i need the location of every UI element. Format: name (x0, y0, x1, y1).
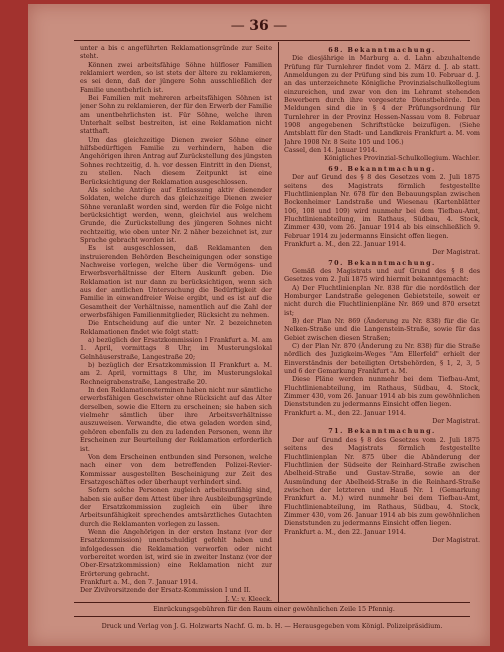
signature-line: Der Magistrat. (432, 248, 480, 257)
paragraph: Als solche Anträge auf Entlassung aktiv dienender Soldaten, welche durch das gleichzeitige Dienen zweier Söhne veranlaßt worden sind, werden für die Folge nicht berücksichtigt werden, wenn, gleichviel aus welchem Grunde, die Zurückstellung des jüngeren Sohnes nicht rechtzeitig, wie oben unter Nr. 2 näher bezeichnet ist, zur Sprache gebracht worden ist. (80, 185, 272, 244)
paragraph: A) Der Fluchtlinienplan Nr. 838 für die nordöstlich der Homburger Landstraße gelegenen Gebietsteile, soweit er nicht durch die Fluchtlinienpläne Nr. 869 und 870 ersetzt ist; (284, 283, 480, 317)
left-column (80, 44, 272, 602)
signature-line: J. V.: v. Kleeck. (225, 594, 272, 602)
paragraph: a) bezüglich der Ersatzkommission I Frankfurt a. M. am 1. April, vormittags 8 Uhr, im Musterungslokal Gelnhäuserstraße, Langestraße 20; (80, 336, 272, 361)
paragraph: Frankfurt a. M., den 22. Januar 1914. (284, 408, 406, 417)
signature-line: Der Magistrat. (432, 535, 480, 544)
notice-heading: 69. Bekanntmachung. (328, 164, 436, 173)
notice-heading: 68. Bekanntmachung. (328, 46, 436, 54)
footer-imprint: Druck und Verlag von J. G. Holzwarts Nachf. G. m. b. H. — Herausgegeben vom Königl. Polizeipräsidium. (101, 622, 443, 630)
paragraph: Sofern solche Personen zugleich arbeitsunfähig sind, haben sie außer dem Attest über ihre Ausbleibungsgründe der Ersatzkommission zugleich ein über ihre Arbeitsunfähigkeit sprechendes amtsärztliches Gutachten durch die Reklamanten vorlegen zu lassen. (80, 486, 272, 528)
paragraph: Der auf Grund des § 8 des Gesetzes vom 2. Juli 1875 seitens des Magistrats förmlich festgestellte Fluchtlinienplan Nr. 678 für den Bebauungsplan zwischen Bockenheimer Landstraße und Wiesenau (Kartenblätter 106, 108 und 109) wird nunmehr bei dem Tiefbau-Amt, Fluchtlinienabteilung, im Rathaus, Südbau, 4. Stock, Zimmer 430, vom 26. Januar 1914 ab bis einschließlich 9. Februar 1914 zu jedermanns Einsicht offen liegen. (284, 173, 480, 240)
signature-line: Königliches Provinzial-Schulkollegium. Wachler. (324, 154, 480, 163)
footer-rule-bottom (74, 616, 470, 617)
paragraph: Frankfurt a. M., den 22. Januar 1914. (284, 239, 406, 248)
page-number: — 36 — (230, 18, 288, 34)
paragraph: Es ist ausgeschlossen, daß Reklamanten den instruierenden Behörden Bescheinigungen oder sonstige Nachweise vorlegen, welche über die Vermögens- und Erwerbsverhältnisse der Eltern Auskunft geben. Die Reklamation ist nur dann zu berücksichtigen, wenn sich aus der amtlichen Untersuchung die Bedürftigkeit der Familie in einwandfreier Weise ergibt, und es ist auf die Gesamtheit der Verhältnisse, namentlich auf die Zahl der erwerbsfähigen Familienmitglieder, Rücksicht zu nehmen. (80, 244, 272, 319)
paragraph: B) der Plan Nr. 869 (Änderung zu Nr. 838) für die Gr. Nelken-Straße und die Langenstein-Straße, sowie für das Gebiet zwischen diesen Straßen; (284, 317, 480, 342)
footer-note: Einrückungsgebühren für den Raum einer gewöhnlichen Zeile 15 Pfennig. (153, 605, 395, 613)
paragraph: C) der Plan Nr. 870 (Änderung zu Nr. 838) für die Straße nördlich des Juzigkeim-Weges "Am Ellerfeld" erhielt der Einverständnis der beteiligten Ortsbehörden, § 1, 2, 3, 5 und 6 der Gemarkung Frankfurt a. M. (284, 342, 480, 376)
document-page (28, 4, 490, 646)
paragraph: Diese Pläne werden nunmehr bei dem Tiefbau-Amt, Fluchtlinienabteilung, im Rathaus, Südbau, 4. Stock, Zimmer 430, vom 26. Januar 1914 ab bis zum gewöhnlichen Dienststunden zu jedermanns Einsicht offen liegen. (284, 375, 480, 409)
paragraph: b) bezüglich der Ersatzkommission II Frankfurt a. M. am 2. April, vormittags 8 Uhr, im Musterungslokal Rechneigrabenstraße, Langestraße 20. (80, 361, 272, 386)
page-number-value: 36 (249, 18, 269, 34)
paragraph: Können zwei arbeitsfähige Söhne hülfloser Familien reklamiert werden, so ist stets der ältere zu reklamieren, es sei denn, daß der jüngere Sohn ausschließlich der Familie unentbehrlich ist. (80, 60, 272, 94)
paragraph: Von dem Erscheinen entbunden sind Personen, welche nach einer von dem betreffenden Polizei-Revier-Kommissar ausgestellten Bescheinigung zur Zeit des Ersatzgeschäftes oder überhaupt verhindert sind. (80, 452, 272, 486)
signature-line: Der Magistrat. (432, 417, 480, 426)
paragraph: Um das gleichzeitige Dienen zweier Söhne einer hilfsbedürftigen Familie zu verhindern, haben die Angehörigen ihren Antrag auf Zurückstellung des jüngsten Sohnes rechtzeitig, d. h. vor dessen Eintritt in den Dienst, zu stellen. Nach diesem Zeitpunkt ist eine Berücksichtigung der Reklamation ausgeschlossen. (80, 135, 272, 186)
paragraph: Wenn die Angehörigen in der ersten Instanz (vor der Ersatzkommission) unentschuldigt gefehlt haben und infolgedessen die Reklamation verworfen oder nicht vorbereitet worden ist, wird sie in zweiter Instanz (vor der Ober-Ersatzkommission) eine Reklamation nicht zur Erörterung gebracht. (80, 527, 272, 578)
footer-rule-top (74, 602, 470, 603)
column-divider (278, 42, 279, 602)
notice-heading: 71. Bekanntmachung. (328, 427, 436, 436)
paragraph: Der Zivilvorsitzende der Ersatz-Kommission I und II. (80, 586, 251, 595)
right-column (284, 44, 480, 602)
notice-heading: 70. Bekanntmachung. (328, 258, 436, 267)
paragraph: Cassel, den 14. Januar 1914. (284, 146, 378, 155)
paragraph: Frankfurt a. M., den 22. Januar 1914. (284, 527, 406, 536)
paragraph: Gemäß des Magistrats und auf Grund des § 8 des Gesetzes vom 2. Juli 1875 wird hiermit bekanntgemacht: (284, 266, 480, 284)
paragraph: In den Reklamationsterminen haben nicht nur sämtliche erwerbsfähigen Geschwister ohne Rücksicht auf das Alter derselben, sowie die Eltern zu erscheinen; sie haben sich vielmehr sämtlich über ihre Arbeitsverhältnisse auszuweisen. Verwandte, die etwa geladen worden sind, gehören ebenfalls zu den zu ladenden Personen, wenn ihr Erscheinen zur Beurteilung der Reklamation erforderlich ist. (80, 386, 272, 453)
paragraph: Frankfurt a. M., den 7. Januar 1914. (80, 578, 198, 586)
paragraph: Der auf Grund des § 8 des Gesetzes vom 2. Juli 1875 seitens des Magistrats förmlich festgestellte Fluchtlinienplan Nr. 875 über die Abänderung der Fluchtlinien der Südseite der Reinhard-Straße zwischen Abelheid-Straße und Gustav-Straße, sowie an der Ausmündung der Abelheid-Straße in die Reinhard-Straße zwischen der letzteren und Hauß Nr. 1 (Gemarkung Frankfurt a. M.) wird nunmehr bei dem Tiefbau-Amt, Fluchtlinienabteilung, im Rathaus, Südbau, 4. Stock, Zimmer 430, vom 26. Januar 1914 ab bis zum gewöhnlichen Dienststunden zu jedermanns Einsicht offen liegen. (284, 435, 480, 528)
paragraph: Die Entscheidung auf die unter Nr. 2 bezeichneten Reklamationen findet wie folgt statt: (80, 319, 272, 336)
paragraph: Die diesjährige in Marburg a. d. Lahn abzuhaltende Prüfung für Turnlehrer findet vom 2. März d. J. ab statt. Anmeldungen zu der Prüfung sind bis zum 10. Februar d. J. an das unterzeichnete Königliche Provinzialschulkollegium einzureichen, und zwar von den im Lehramt stehenden Bewerbern durch ihre vorgesetzte Dienstbehörde. Den Meldungen sind die in § 4 der Prüfungsordnung für Turnlehrer in der Provinz Hessen-Nassau vom 8. Februar 1908 angegebenen Schriftstücke beizufügen. (Siehe Amtsblatt für den Stadt- und Landkreis Frankfurt a. M. vom Jahre 1908 Nr. 8 Seite 105 und 106.) (284, 54, 480, 146)
paragraph: unter a bis c angeführten Reklamationsgründe zur Seite steht. (80, 44, 272, 61)
paragraph: Bei Familien mit mehreren arbeitsfähigen Söhnen ist jener Sohn zu reklamieren, der für den Erwerb der Familie am unentbehrlichsten ist. Für Söhne, welche ihren Unterhalt selbst bestreiten, ist eine Reklamation nicht statthaft. (80, 94, 272, 136)
header-rule (74, 40, 470, 41)
